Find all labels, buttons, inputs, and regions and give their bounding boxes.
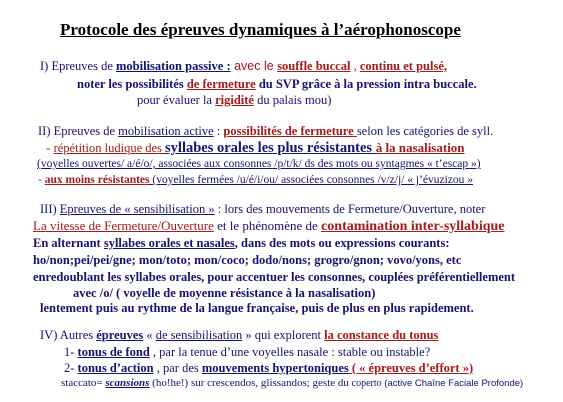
s1-noter: noter les possibilités: [77, 77, 187, 91]
section-3-line-1: [40, 203, 485, 216]
section-3-line-7: [40, 302, 474, 315]
s4-num1: 1-: [64, 345, 78, 359]
s4-mouvements: mouvements hypertoniques: [201, 361, 349, 375]
s3-enredoublant: enredoublant les syllabes orales, pour accentuer les consonnes, couplées préférentiellement: [33, 270, 516, 284]
s4-effort: ( « épreuves d’effort »): [348, 361, 474, 375]
s2-repetition: répétition ludique des: [53, 141, 166, 155]
s1-rigidite: rigidité: [215, 93, 254, 107]
section-2-line-2: [46, 141, 465, 156]
s3-avec-o: avec /o/ ( voyelle de moyenne résistance à la nasalisation): [73, 286, 376, 300]
s4-num2: 2-: [64, 361, 78, 375]
s1-de-fermeture: de fermeture: [186, 77, 256, 91]
s4-crescendos: (ho!he!) sur crescendos, glissandos; geste du: [149, 377, 352, 389]
s2-mobilisation-active: mobilisation active: [118, 124, 214, 138]
section-4-line-4: [61, 378, 523, 389]
s2-voyelles-ouvertes: (voyelles ouvertes/ a/é/o/, associées aux consonnes /p/t/k/ ds des mots ou syntagmes « t’escap »): [37, 158, 481, 170]
s1-mobilisation-passive: mobilisation passive :: [116, 59, 231, 73]
s3-en-alternant: En alternant: [33, 236, 104, 250]
s2-selon: selon les catégories de syll.: [356, 124, 494, 138]
s3-syllabes-orales-nasales: syllabes orales et nasales: [103, 236, 235, 250]
section-1-line-3: [137, 94, 331, 107]
s4-coperto: coperto: [351, 378, 382, 389]
s3-dans-des-mots: , dans des mots ou expressions courants:: [234, 236, 450, 250]
s2-dash2: -: [38, 174, 45, 186]
s2-nasalisation: à la nasalisation: [375, 140, 465, 155]
section-2-line-3: [37, 159, 481, 171]
s4-epreuves: épreuves: [96, 328, 144, 342]
s3-vitesse: La vitesse de Fermeture/Ouverture: [33, 218, 214, 233]
section-3-line-5: [33, 271, 515, 284]
s1-heading: I) Epreuves de: [40, 59, 117, 73]
s4-tonus-fond: tonus de fond: [77, 345, 150, 359]
s3-rythme: au rythme de la langue française, puis de plus en plus rapidement.: [121, 301, 474, 315]
s1-souffle-buccal: souffle buccal: [277, 59, 351, 73]
section-2-line-1: [38, 125, 493, 138]
s1-svp: du SVP grâce à la pression intra buccale.: [255, 77, 477, 91]
s4-staccato: staccato=: [61, 377, 106, 389]
s3-examples: ho/non;pei/pei/gne; mon/toto; mon/coco; dodo/nons; grogro/gnon; vovo/yons, etc: [33, 253, 462, 267]
s4-autres: IV) Autres: [40, 328, 97, 342]
page-title: Protocole des épreuves dynamiques à l’aérophonoscope: [60, 20, 461, 39]
s4-sensibilisation: de sensibilisation: [155, 328, 243, 342]
s1-continu-pulse: continu et pulsé,: [359, 59, 447, 73]
section-2-line-4: [38, 175, 473, 187]
section-3-line-4: [33, 254, 461, 267]
section-1-line-1: [40, 60, 447, 73]
s3-lentement: lentement puis: [40, 301, 122, 315]
s2-moins-resistantes: aux moins résistantes: [44, 174, 150, 186]
section-3-line-2: [33, 219, 505, 234]
section-3-line-3: [33, 237, 449, 250]
s1-avec-le: avec le: [230, 59, 278, 73]
s3-roman: III): [40, 202, 60, 216]
s4-qui-explorent: » qui explorent: [242, 328, 325, 342]
s2-possibilites: possibilités de fermeture: [223, 124, 357, 138]
s2-heading: II) Epreuves de: [38, 124, 119, 138]
s2-voyelles-fermees: (voyelles fermées /u/é/i/ou/ associées consonnes /v/z/j/ « j’évuzizou »: [149, 174, 474, 186]
s2-dash: -: [46, 140, 54, 155]
s4-tonus-action: tonus d’action: [77, 361, 154, 375]
s1-pour-evaluer: pour évaluer la: [137, 93, 216, 107]
s3-lors-des: : lors des mouvements de Fermeture/Ouverture, noter: [214, 202, 486, 216]
section-1-line-2: [77, 78, 477, 91]
s1-palais: du palais mou): [253, 93, 332, 107]
s4-par-des: , par des: [153, 361, 202, 375]
s4-scansions: scansions: [105, 377, 150, 389]
s4-tenue: , par la tenue d’une voyelles nasale : stable ou instable?: [149, 345, 431, 359]
s2-colon: :: [213, 124, 224, 138]
section-4-line-3: [64, 362, 473, 375]
s3-phenomene: et le phénomène de: [213, 218, 322, 233]
s3-contamination: contamination inter-syllabique: [321, 219, 505, 234]
s4-open-quote: «: [143, 328, 156, 342]
s1-comma: ,: [350, 59, 360, 73]
s4-chaine: (active Chaîne Faciale Profonde): [381, 378, 524, 389]
s3-heading: Epreuves de « sensibilisation »: [59, 202, 215, 216]
s2-syllabes-orales: syllabes orales les plus résistantes: [165, 140, 376, 156]
section-4-line-2: [64, 346, 430, 359]
s4-constance: la constance du tonus: [324, 328, 439, 342]
section-4-line-1: [40, 329, 438, 342]
section-3-line-6: [73, 287, 375, 300]
